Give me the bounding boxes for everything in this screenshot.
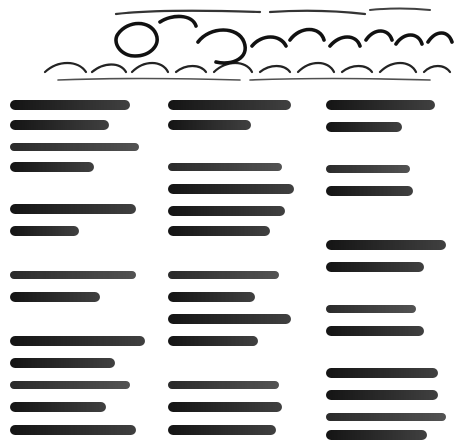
- text-line: [326, 324, 466, 338]
- ink-stroke: [168, 381, 279, 389]
- text-line: [326, 302, 466, 316]
- text-line: [10, 118, 160, 132]
- ink-stroke: [168, 120, 251, 130]
- ink-stroke: [10, 381, 130, 389]
- ink-stroke: [326, 430, 427, 440]
- text-line: [10, 400, 160, 414]
- column-3: [326, 88, 466, 441]
- ink-stroke: [10, 226, 79, 236]
- ink-stroke: [168, 292, 255, 302]
- ink-stroke: [168, 402, 282, 412]
- ink-stroke: [10, 425, 136, 435]
- text-line: [168, 334, 318, 348]
- ink-stroke: [10, 402, 106, 412]
- text-line: [168, 378, 318, 392]
- text-line: [326, 120, 466, 134]
- text-line: [168, 290, 318, 304]
- ink-stroke: [10, 143, 139, 151]
- text-line: [326, 162, 466, 176]
- ink-stroke: [10, 271, 136, 279]
- text-line: [10, 356, 160, 370]
- ink-stroke: [10, 120, 109, 130]
- ink-stroke: [168, 226, 270, 236]
- text-line: [326, 238, 466, 252]
- text-line: [326, 410, 466, 424]
- ink-stroke: [10, 358, 115, 368]
- text-line: [326, 388, 466, 402]
- text-line: [10, 423, 160, 437]
- ink-stroke: [10, 100, 130, 110]
- text-line: [10, 98, 160, 112]
- ink-stroke: [326, 390, 438, 400]
- ink-stroke: [168, 314, 291, 324]
- ink-stroke: [10, 162, 94, 172]
- text-line: [168, 118, 318, 132]
- body-columns: [0, 88, 474, 441]
- text-line: [10, 334, 160, 348]
- text-line: [326, 260, 466, 274]
- ink-stroke: [326, 413, 446, 421]
- ink-stroke: [326, 165, 410, 173]
- text-line: [168, 312, 318, 326]
- text-line: [326, 184, 466, 198]
- text-line: [168, 160, 318, 174]
- text-line: [168, 400, 318, 414]
- ink-stroke: [10, 204, 136, 214]
- text-line: [168, 204, 318, 218]
- ink-stroke: [10, 336, 145, 346]
- text-line: [10, 160, 160, 174]
- ink-stroke: [168, 100, 291, 110]
- ink-stroke: [168, 163, 282, 171]
- text-line: [168, 98, 318, 112]
- text-line: [10, 290, 160, 304]
- ink-stroke: [168, 271, 279, 279]
- text-line: [10, 268, 160, 282]
- ink-stroke: [326, 368, 438, 378]
- text-line: [10, 140, 160, 154]
- text-line: [326, 98, 466, 112]
- text-line: [326, 366, 466, 380]
- stylized-title-artwork: [0, 0, 474, 90]
- text-line: [10, 378, 160, 392]
- text-line: [10, 202, 160, 216]
- ink-stroke: [10, 292, 100, 302]
- ink-stroke: [326, 305, 416, 313]
- ink-stroke: [326, 326, 424, 336]
- ink-stroke: [168, 206, 285, 216]
- ink-stroke: [168, 184, 294, 194]
- text-line: [326, 428, 466, 442]
- column-1: [10, 88, 160, 441]
- ink-stroke: [326, 100, 435, 110]
- ink-stroke: [326, 262, 424, 272]
- ink-stroke: [326, 186, 413, 196]
- ink-stroke: [326, 122, 402, 132]
- ink-stroke: [326, 240, 446, 250]
- text-line: [168, 224, 318, 238]
- ink-stroke: [168, 425, 276, 435]
- text-line: [10, 224, 160, 238]
- text-line: [168, 423, 318, 437]
- text-line: [168, 268, 318, 282]
- ink-stroke: [168, 336, 258, 346]
- column-2: [168, 88, 318, 441]
- text-line: [168, 182, 318, 196]
